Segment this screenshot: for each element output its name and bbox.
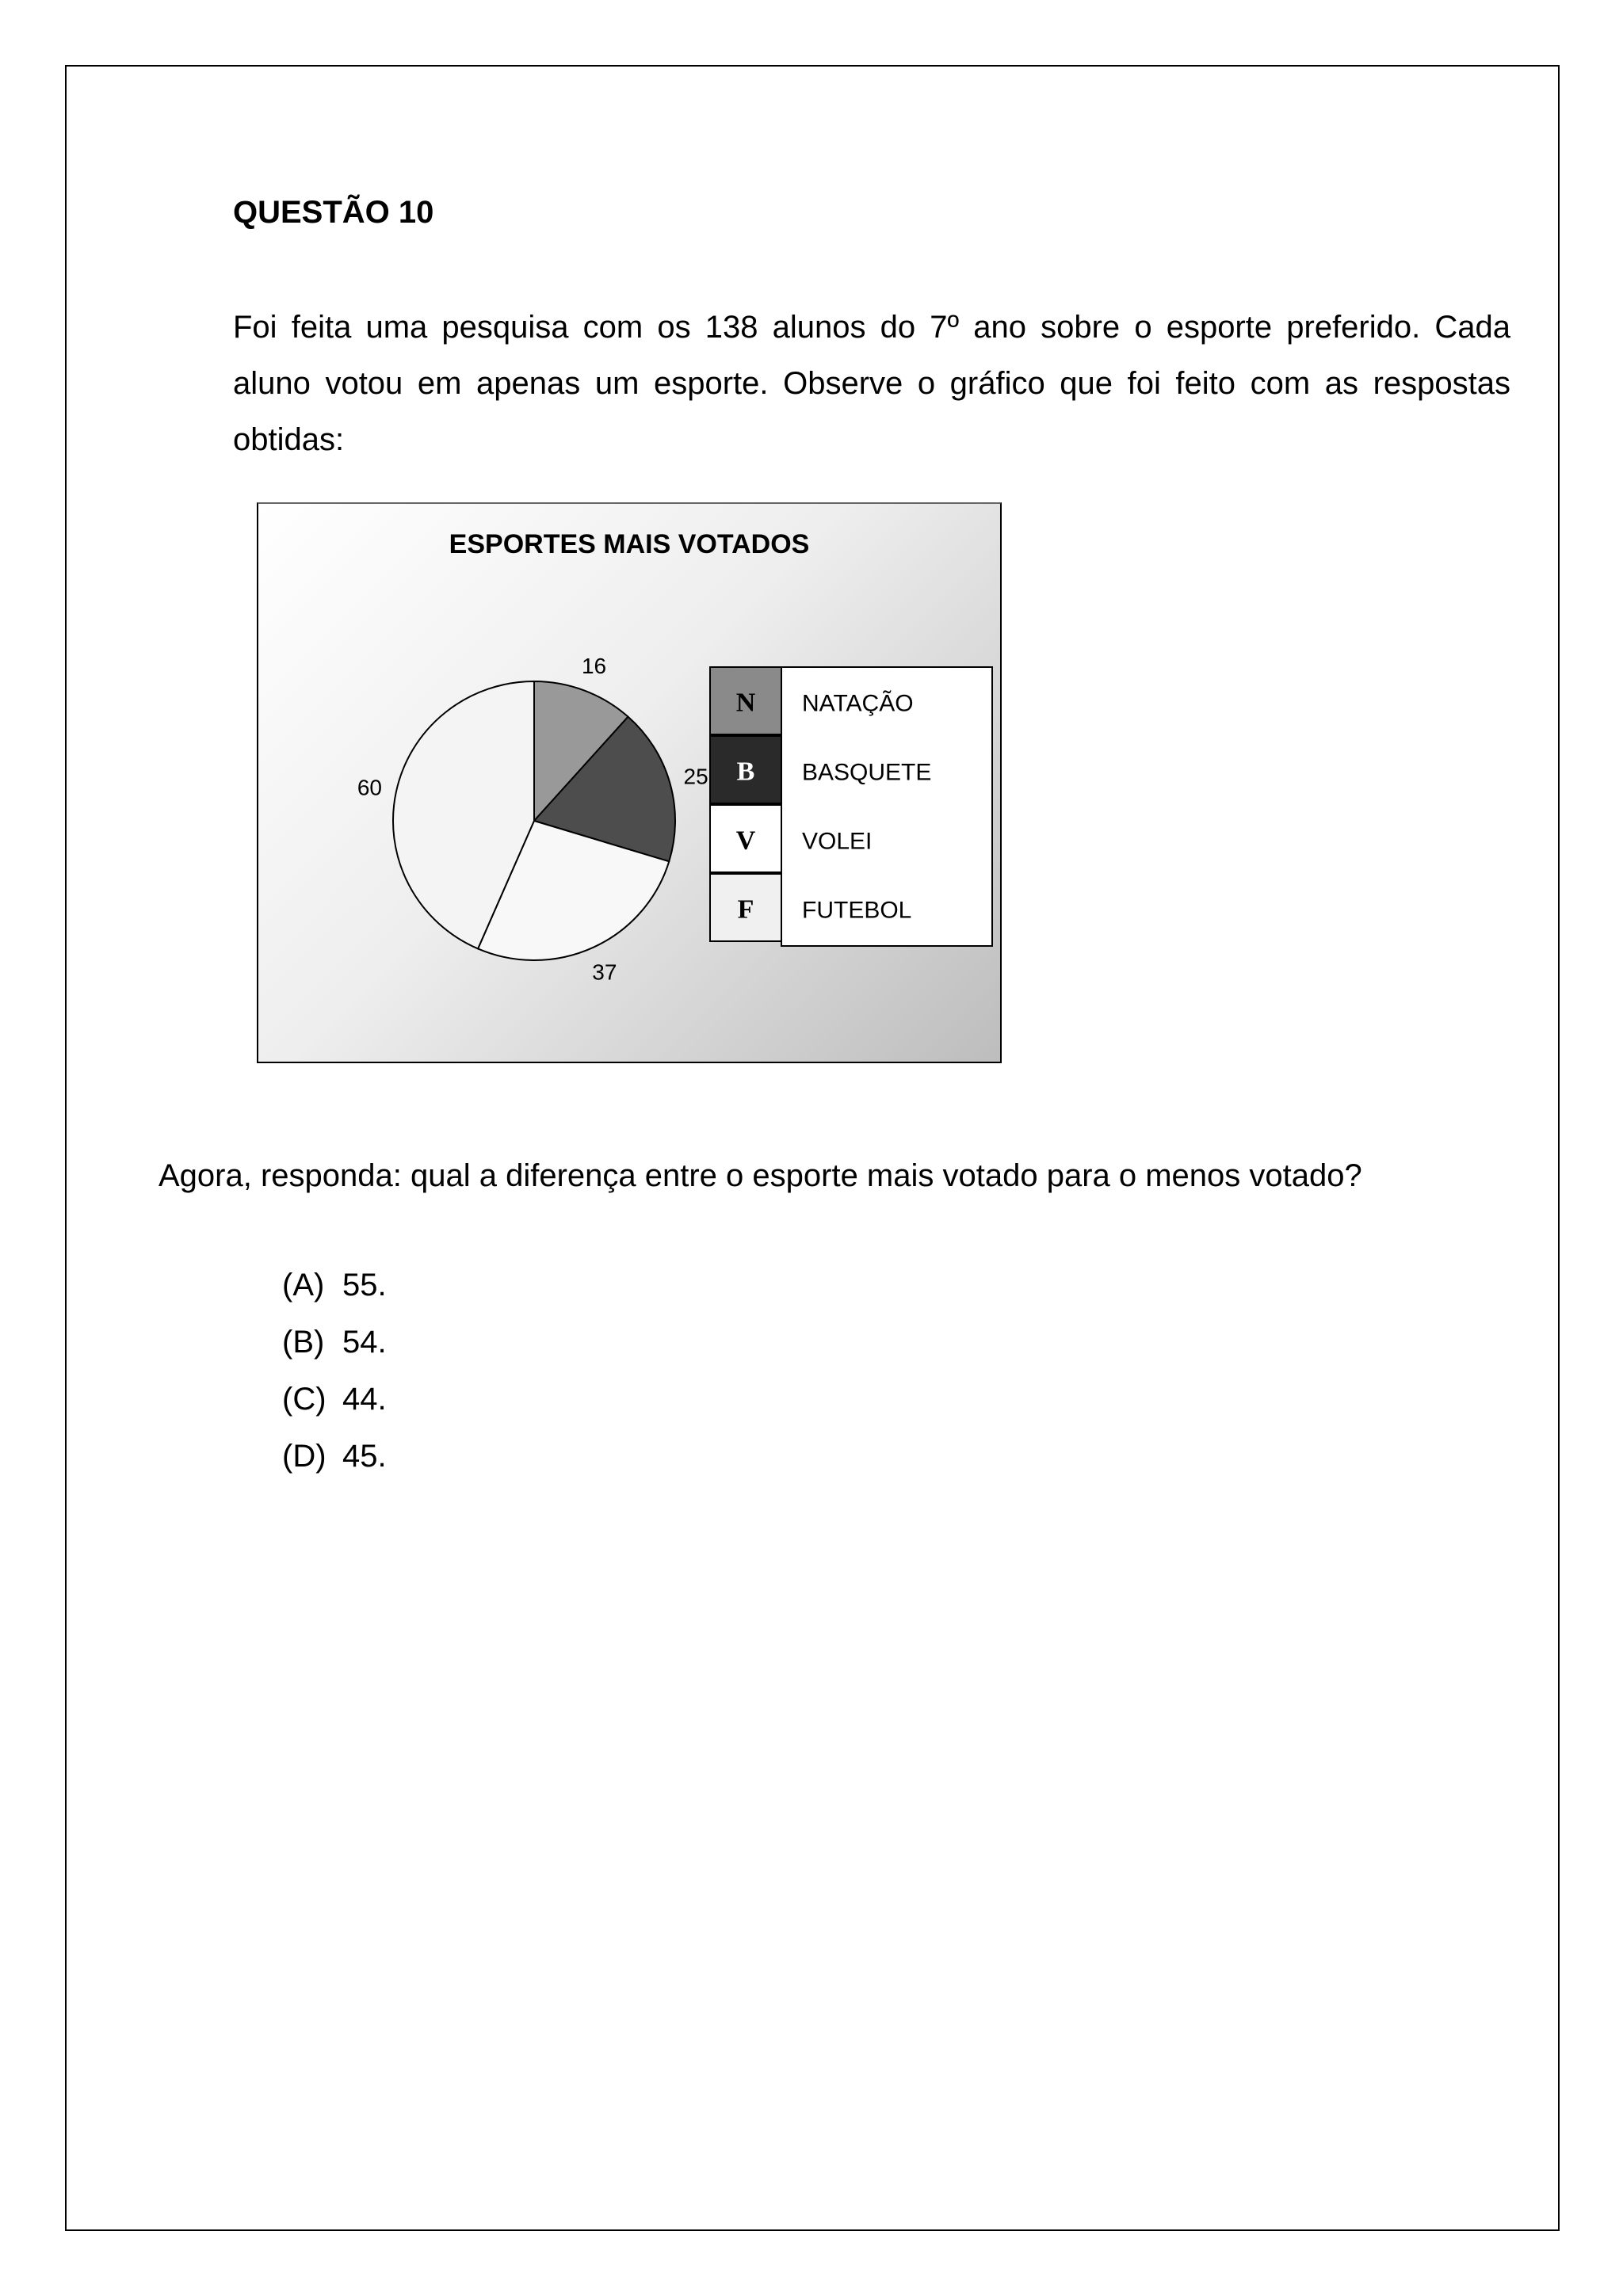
answer-options: [282, 1266, 387, 1494]
data-label-n: 16: [581, 653, 607, 678]
question-ask: Agora, responda: qual a diferença entre o esporte mais votado para o menos votado?: [158, 1158, 1362, 1193]
option-letter: (D): [282, 1439, 327, 1474]
legend-label-f: FUTEBOL: [802, 897, 912, 924]
legend-code-b: B: [736, 757, 755, 787]
legend-code-n: N: [735, 688, 756, 718]
option-d[interactable]: [282, 1437, 387, 1494]
pie-chart-svg: [258, 504, 1000, 1062]
data-label-b: 25: [683, 764, 708, 789]
data-label-f: 60: [357, 775, 383, 800]
option-value: 44.: [342, 1382, 387, 1417]
question-intro: Foi feita uma pesquisa com os 138 alunos do 7º ano sobre o esporte preferido. Cada aluno votou em apenas um esporte. Observe o gráfico que foi feito com as respostas obtidas:: [233, 310, 1510, 457]
option-value: 45.: [342, 1439, 387, 1474]
chart-title: ESPORTES MAIS VOTADOS: [449, 529, 810, 559]
option-c[interactable]: [282, 1380, 387, 1437]
option-letter: (A): [282, 1268, 325, 1302]
pie-chart: [257, 502, 1002, 1063]
data-label-v: 37: [592, 959, 617, 985]
option-value: 55.: [342, 1268, 387, 1302]
option-letter: (B): [282, 1325, 325, 1360]
option-value: 54.: [342, 1325, 387, 1360]
option-a[interactable]: [282, 1266, 387, 1323]
legend-code-v: V: [735, 826, 756, 856]
option-b[interactable]: [282, 1323, 387, 1380]
legend-label-n: NATAÇÃO: [802, 690, 914, 717]
legend-label-v: VOLEI: [802, 828, 873, 855]
legend-code-f: F: [737, 894, 754, 925]
legend-label-b: BASQUETE: [802, 759, 932, 786]
question-title: QUESTÃO 10: [233, 195, 434, 230]
option-letter: (C): [282, 1382, 327, 1417]
